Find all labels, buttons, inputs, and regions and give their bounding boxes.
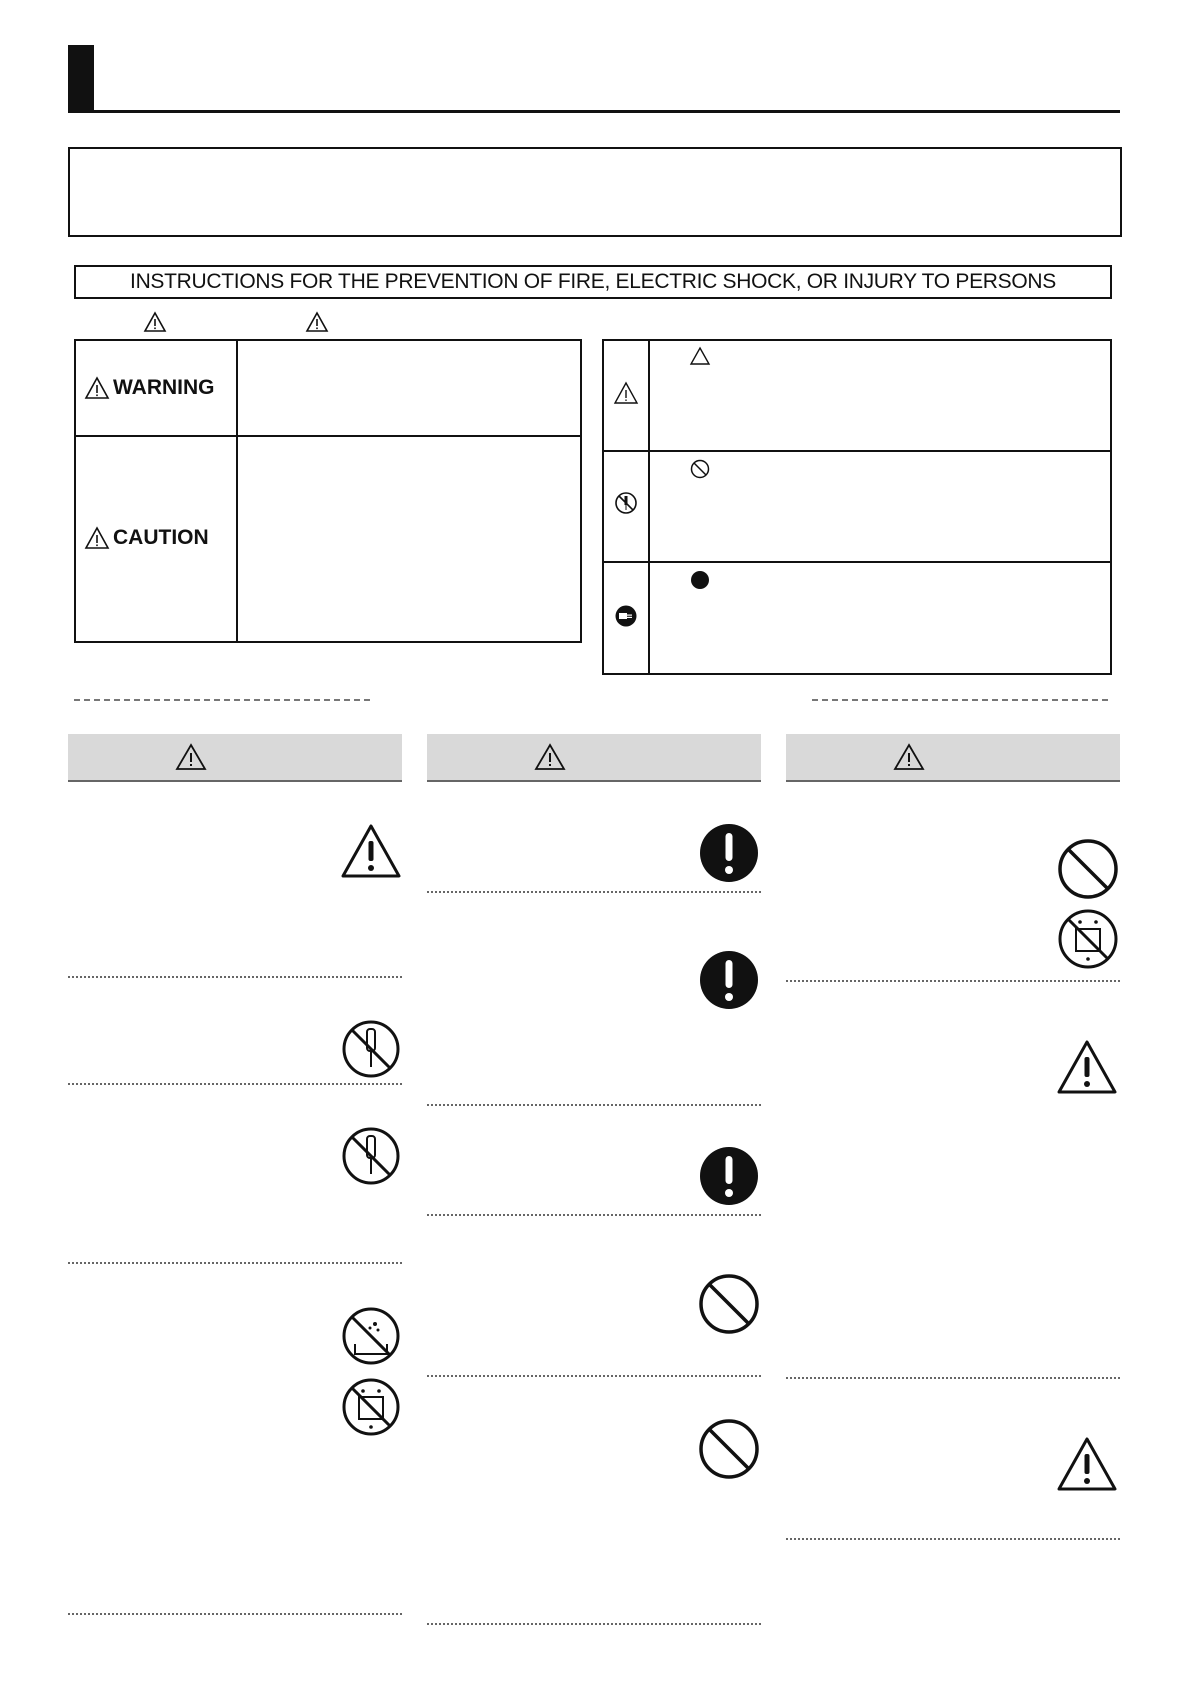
dashed-separator-right	[812, 699, 1108, 701]
item-separator	[68, 976, 402, 978]
item-separator	[786, 1538, 1120, 1540]
intro-box	[68, 147, 1122, 237]
item-separator	[427, 1214, 761, 1216]
no-disassemble-icon	[614, 491, 638, 515]
alert-triangle-icon	[613, 381, 639, 405]
alert-triangle-icon	[1055, 1038, 1119, 1096]
prohibition-icon	[689, 458, 711, 480]
caution-triangle-icon	[305, 311, 329, 333]
symbols-table	[602, 339, 1112, 675]
item-separator	[786, 1377, 1120, 1379]
chapter-marker	[68, 45, 94, 113]
symbol-row-alert	[604, 341, 1110, 452]
caution-label: CAUTION	[113, 526, 209, 549]
column-header-2	[427, 734, 761, 782]
warning-caution-table	[74, 339, 582, 643]
warning-triangle-icon	[892, 742, 926, 772]
warning-badge	[84, 376, 215, 400]
item-separator	[68, 1613, 402, 1615]
symbol-row-prohibit	[604, 452, 1110, 563]
no-disassemble-icon	[341, 1126, 401, 1186]
unplug-icon	[614, 604, 638, 628]
instructions-title: INSTRUCTIONS FOR THE PREVENTION OF FIRE, ELECTRIC SHOCK, OR INJURY TO PERSONS	[130, 270, 1056, 293]
prohibition-icon	[698, 1273, 760, 1335]
dashed-separator-left	[74, 699, 370, 701]
no-wet-icon	[341, 1377, 401, 1437]
mandatory-action-icon	[698, 949, 760, 1011]
warning-triangle-icon	[84, 376, 110, 400]
item-separator	[68, 1262, 402, 1264]
warning-triangle-icon	[143, 311, 167, 333]
header-rule	[68, 110, 1120, 113]
warning-triangle-icon	[533, 742, 567, 772]
item-separator	[427, 891, 761, 893]
alert-triangle-icon	[1055, 1435, 1119, 1493]
no-water-spray-icon	[341, 1306, 401, 1366]
prohibition-icon	[698, 1418, 760, 1480]
warning-label: WARNING	[113, 376, 215, 399]
caution-badge	[84, 526, 209, 550]
no-wet-icon	[1057, 908, 1119, 970]
instructions-title-box	[74, 265, 1112, 299]
item-separator	[427, 1623, 761, 1625]
item-separator	[427, 1375, 761, 1377]
mandatory-action-icon	[689, 569, 711, 591]
column-header-3	[786, 734, 1120, 782]
item-separator	[68, 1083, 402, 1085]
mandatory-action-icon	[698, 822, 760, 884]
table-divider	[236, 341, 238, 641]
item-separator	[786, 980, 1120, 982]
symbols-divider	[648, 341, 650, 673]
warning-triangle-icon	[174, 742, 208, 772]
column-header-1	[68, 734, 402, 782]
prohibition-icon	[1057, 838, 1119, 900]
symbol-row-mandatory	[604, 563, 1110, 673]
triangle-outline-icon	[689, 346, 711, 366]
mandatory-action-icon	[698, 1145, 760, 1207]
item-separator	[427, 1104, 761, 1106]
alert-triangle-icon	[339, 822, 403, 880]
no-disassemble-icon	[341, 1019, 401, 1079]
caution-triangle-icon	[84, 526, 110, 550]
